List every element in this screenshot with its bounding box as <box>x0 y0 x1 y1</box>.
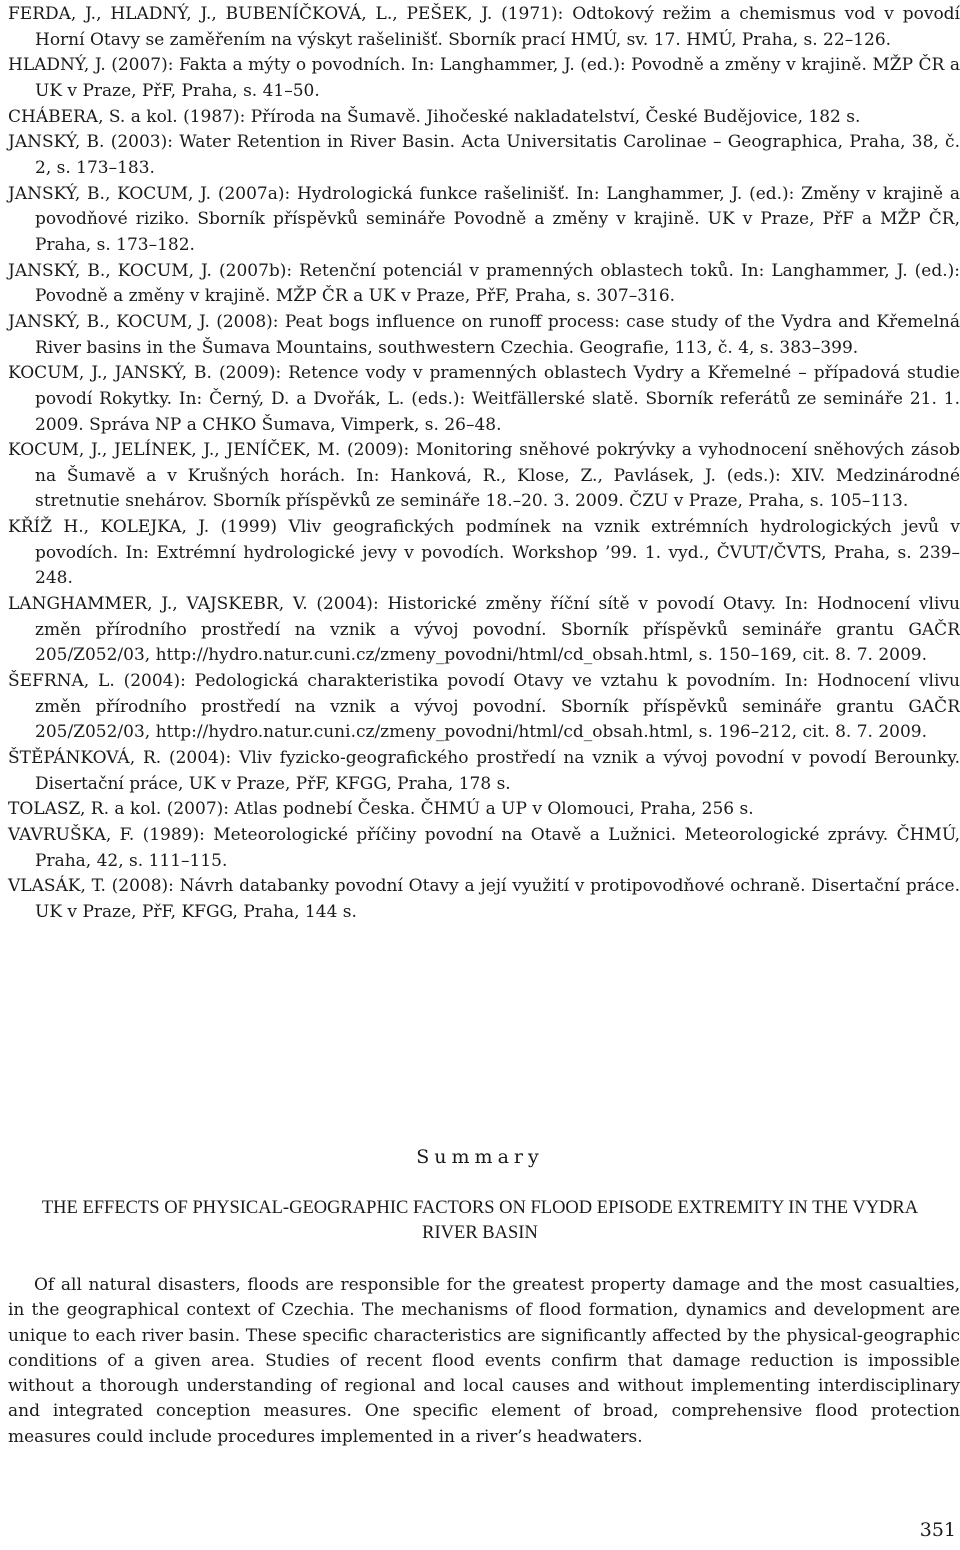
reference-item: HLADNÝ, J. (2007): Fakta a mýty o povodních. In: Langhammer, J. (ed.): Povodně a změny v krajině. MŽP ČR a UK v Praze, PřF, Praha, s. 41–50. <box>8 55 960 101</box>
reference-item: KOCUM, J., JANSKÝ, B. (2009): Retence vody v pramenných oblastech Vydry a Křemelné – případová studie povodí Rokytky. In: Černý, D. a Dvořák, L. (eds.): Weitfällerské slatě. Sborník referátů ze semináře 21. 1. 2009. Správa NP a CHKO Šumava, Vimperk, s. 26–48. <box>8 363 960 435</box>
reference-item: VAVRUŠKA, F. (1989): Meteorologické příčiny povodní na Otavě a Lužnici. Meteorologické zprávy. ČHMÚ, Praha, 42, s. 111–115. <box>8 825 960 871</box>
summary-body: Of all natural disasters, floods are responsible for the greatest property damage and the most casualties, in the geographical context of Czechia. The mechanisms of flood formation, dynamics and development are unique to each river basin. These specific characteristics are significantly affected by the physical-geographic conditions of a given area. Studies of recent flood events confirm that damage reduction is impossible without a thorough understanding of regional and local causes and without implementing interdisciplinary and integrated conception measures. One specific element of broad, comprehensive flood protection measures could include procedures implemented in a river’s headwaters. <box>8 1275 960 1447</box>
reference-item: LANGHAMMER, J., VAJSKEBR, V. (2004): Historické změny říční sítě v povodí Otavy. In: Hodnocení vlivu změn přírodního prostředí na vznik a vývoj povodní. Sborník příspěvků semináře grantu GAČR 205/Z052/03, http://hydro.natur.cuni.cz/zmeny_povodni/html/cd_obsah.html, s. 150–169, cit. 8. 7. 2009. <box>8 594 960 666</box>
reference-item: JANSKÝ, B. (2003): Water Retention in River Basin. Acta Universitatis Carolinae – Geographica, Praha, 38, č. 2, s. 173–183. <box>8 132 960 178</box>
reference-item: ŠEFRNA, L. (2004): Pedologická charakteristika povodí Otavy ve vztahu k povodním. In: Hodnocení vlivu změn přírodního prostředí na vznik a vývoj povodní. Sborník příspěvků semináře grantu GAČR 205/Z052/03, http://hydro.natur.cuni.cz/zmeny_povodni/html/cd_obsah.html, s. 196–212, cit. 8. 7. 2009. <box>8 671 960 743</box>
reference-item: CHÁBERA, S. a kol. (1987): Příroda na Šumavě. Jihočeské nakladatelství, České Budějovice, 182 s. <box>8 106 861 127</box>
reference-item: ŠTĚPÁNKOVÁ, R. (2004): Vliv fyzicko-geografického prostředí na vznik a vývoj povodní v povodí Berounky. Disertační práce, UK v Praze, PřF, KFGG, Praha, 178 s. <box>8 748 960 794</box>
reference-item: JANSKÝ, B., KOCUM, J. (2007a): Hydrologická funkce rašelinišť. In: Langhammer, J. (ed.): Změny v krajině a povodňové riziko. Sborník příspěvků semináře Povodně a změny v krajině. UK v Praze, PřF a MŽP ČR, Praha, s. 173–182. <box>8 183 960 255</box>
reference-item: VLASÁK, T. (2008): Návrh databanky povodní Otavy a její využití v protipovodňové ochraně. Disertační práce. UK v Praze, PřF, KFGG, Praha, 144 s. <box>8 876 960 922</box>
reference-item: KŘÍŽ H., KOLEJKA, J. (1999) Vliv geografických podmínek na vznik extrémních hydrologických jevů v povodích. In: Extrémní hydrologické jevy v povodích. Workshop ’99. 1. vyd., ČVUT/ČVTS, Praha, s. 239–248. <box>8 517 960 589</box>
reference-item: FERDA, J., HLADNÝ, J., BUBENÍČKOVÁ, L., PEŠEK, J. (1971): Odtokový režim a chemismus vod v povodí Horní Otavy se zaměřením na výskyt rašelinišť. Sborník prací HMÚ, sv. 17. HMÚ, Praha, s. 22–126. <box>8 4 960 50</box>
reference-item: JANSKÝ, B., KOCUM, J. (2008): Peat bogs influence on runoff process: case study of the Vydra and Křemelná River basins in the Šumava Mountains, southwestern Czechia. Geografie, 113, č. 4, s. 383–399. <box>8 311 960 358</box>
reference-list <box>8 2 960 926</box>
reference-item: JANSKÝ, B., KOCUM, J. (2007b): Retenční potenciál v pramenných oblastech toků. In: Langhammer, J. (ed.): Povodně a změny v krajině. MŽP ČR a UK v Praze, PřF, Praha, s. 307–316. <box>8 260 960 307</box>
summary-title: THE EFFECTS OF PHYSICAL-GEOGRAPHIC FACTORS ON FLOOD EPISODE EXTREMITY IN THE VYDRA RIVER BASIN <box>41 1198 919 1243</box>
reference-item: TOLASZ, R. a kol. (2007): Atlas podnebí Česka. ČHMÚ a UP v Olomouci, Praha, 256 s. <box>8 799 754 820</box>
reference-item: KOCUM, J., JELÍNEK, J., JENÍČEK, M. (2009): Monitoring sněhové pokrývky a vyhodnocení sněhových zásob na Šumavě a v Krušných horách. In: Hanková, R., Klose, Z., Pavlásek, J. (eds.): XIV. Medzinárodné stretnutie snehárov. Sborník příspěvků ze semináře 18.–20. 3. 2009. ČZU v Praze, Praha, s. 105–113. <box>8 440 960 512</box>
summary-heading: Summary <box>416 1146 544 1168</box>
page-number: 351 <box>919 1519 956 1541</box>
